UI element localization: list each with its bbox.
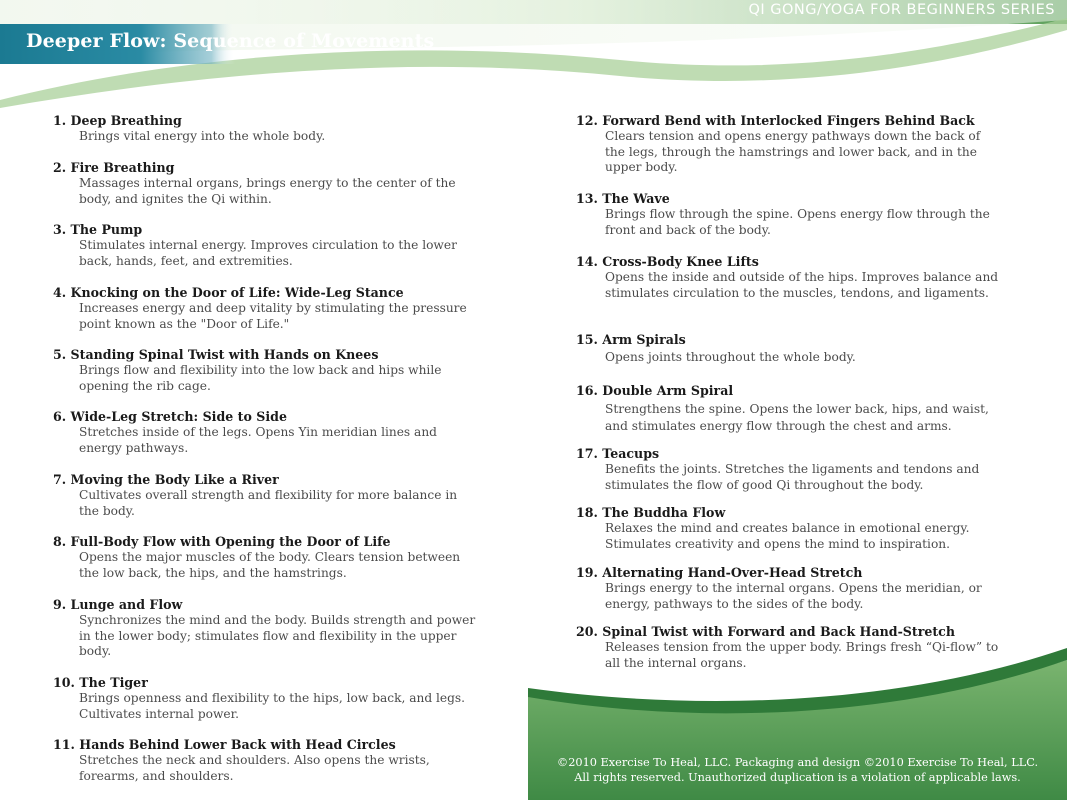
copyright-footer — [528, 756, 1067, 785]
list-item — [576, 565, 1000, 612]
list-item — [576, 254, 1000, 301]
item-title: 9. Lunge and Flow — [53, 597, 183, 612]
item-description: Increases energy and deep vitality by stimulating the pressure point known as the "Door of Life." — [79, 301, 467, 331]
item-description: Brings openness and flexibility to the hips, low back, and legs. Cultivates internal power. — [79, 691, 466, 721]
rights-line: All rights reserved. Unauthorized duplication is a violation of applicable laws. — [574, 770, 1021, 784]
list-item — [53, 737, 479, 784]
item-description: Benefits the joints. Stretches the ligaments and tendons and stimulates the flow of good Qi throughout the body. — [605, 462, 980, 492]
list-item — [53, 409, 479, 456]
list-item — [53, 222, 479, 269]
item-description: Brings vital energy into the whole body. — [79, 129, 326, 143]
item-title: 16. Double Arm Spiral — [576, 383, 734, 398]
item-title: 3. The Pump — [53, 222, 143, 237]
item-description: Cultivates overall strength and flexibility for more balance in the body. — [79, 488, 458, 518]
list-item — [576, 446, 1000, 493]
list-item — [53, 675, 479, 722]
item-description: Opens the major muscles of the body. Clears tension between the low back, the hips, and the hamstrings. — [79, 550, 461, 580]
list-item — [576, 332, 1000, 366]
item-description: Clears tension and opens energy pathways down the back of the legs, through the hamstrings and lower back, and in the upper body. — [605, 129, 981, 175]
item-title: 2. Fire Breathing — [53, 160, 175, 175]
item-description: Stimulates internal energy. Improves circulation to the lower back, hands, feet, and extremities. — [79, 238, 457, 268]
item-description: Stretches inside of the legs. Opens Yin meridian lines and energy pathways. — [79, 425, 437, 455]
list-item — [53, 347, 479, 394]
list-item — [576, 191, 1000, 238]
item-title: 20. Spinal Twist with Forward and Back Hand-Stretch — [576, 624, 956, 639]
item-title: 1. Deep Breathing — [53, 113, 182, 128]
item-title: 19. Alternating Hand-Over-Head Stretch — [576, 565, 863, 580]
item-title: 15. Arm Spirals — [576, 332, 686, 347]
list-item — [576, 624, 1000, 671]
item-description: Opens the inside and outside of the hips. Improves balance and stimulates circulation to the muscles, tendons, and ligaments. — [605, 270, 999, 300]
item-title: 5. Standing Spinal Twist with Hands on Knees — [53, 347, 379, 362]
item-description: Releases tension from the upper body. Brings fresh “Qi-flow” to all the internal organs. — [605, 640, 999, 670]
list-item — [53, 113, 479, 145]
item-title: 6. Wide-Leg Stretch: Side to Side — [53, 409, 287, 424]
item-description: Opens joints throughout the whole body. — [605, 350, 856, 364]
list-item — [53, 472, 479, 519]
list-item — [53, 285, 479, 332]
list-item — [576, 505, 1000, 552]
item-description: Relaxes the mind and creates balance in emotional energy. Stimulates creativity and opens the mind to inspiration. — [605, 521, 970, 551]
list-item — [576, 113, 1000, 176]
item-title: 14. Cross-Body Knee Lifts — [576, 254, 759, 269]
copyright-line: ©2010 Exercise To Heal, LLC. Packaging and design ©2010 Exercise To Heal, LLC. — [556, 756, 1039, 769]
item-title: 4. Knocking on the Door of Life: Wide-Leg Stance — [53, 285, 404, 300]
series-title: QI GONG/YOGA FOR BEGINNERS SERIES — [748, 2, 1055, 18]
item-description: Massages internal organs, brings energy to the center of the body, and ignites the Qi within. — [79, 176, 456, 206]
list-item — [53, 534, 479, 581]
page-title: Deeper Flow: Sequence of Movements — [26, 30, 435, 52]
item-title: 18. The Buddha Flow — [576, 505, 726, 520]
list-item — [53, 160, 479, 207]
item-description: Brings flow through the spine. Opens energy flow through the front and back of the body. — [605, 207, 990, 237]
item-title: 12. Forward Bend with Interlocked Fingers Behind Back — [576, 113, 975, 128]
item-description: Strengthens the spine. Opens the lower back, hips, and waist, and stimulates energy flow through the chest and arms. — [605, 402, 989, 433]
item-title: 13. The Wave — [576, 191, 670, 206]
item-title: 10. The Tiger — [53, 675, 148, 690]
list-item — [576, 383, 1000, 435]
item-title: 8. Full-Body Flow with Opening the Door of Life — [53, 534, 391, 549]
list-item — [53, 597, 479, 660]
item-title: 7. Moving the Body Like a River — [53, 472, 279, 487]
item-description: Brings flow and flexibility into the low back and hips while opening the rib cage. — [79, 363, 442, 393]
item-description: Stretches the neck and shoulders. Also opens the wrists, forearms, and shoulders. — [79, 753, 430, 783]
item-description: Brings energy to the internal organs. Opens the meridian, or energy, pathways to the sides of the body. — [605, 581, 982, 611]
item-description: Synchronizes the mind and the body. Builds strength and power in the lower body; stimulates flow and flexibility in the upper body. — [79, 613, 476, 659]
item-title: 17. Teacups — [576, 446, 660, 461]
item-title: 11. Hands Behind Lower Back with Head Circles — [53, 737, 396, 752]
